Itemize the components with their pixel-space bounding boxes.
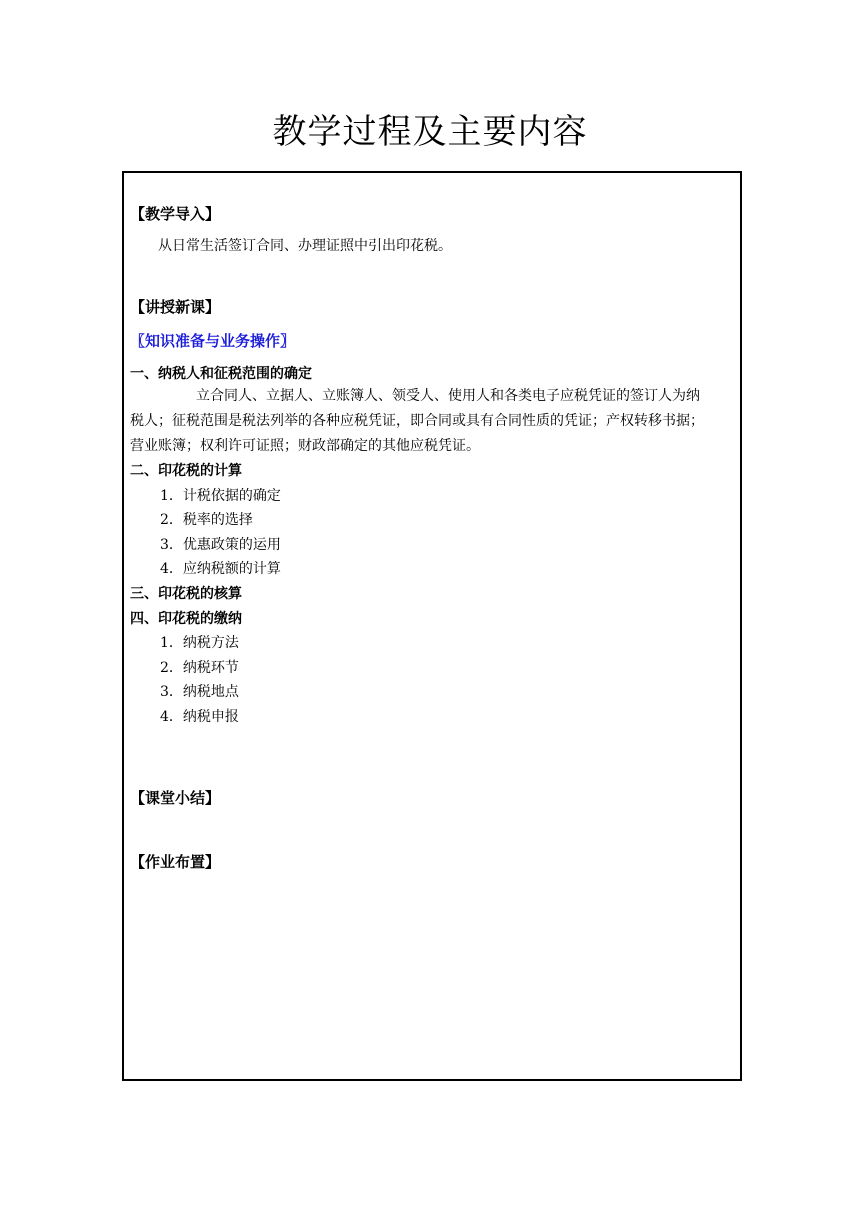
section4-list-item: 4．纳税申报 <box>160 709 239 725</box>
section4-list-item: 2．纳税环节 <box>160 660 239 676</box>
summary-heading: 【课堂小结】 <box>130 789 221 807</box>
section2-title: 二、印花税的计算 <box>130 463 242 479</box>
section2-list-item: 2．税率的选择 <box>160 512 253 528</box>
section2-list-item: 4．应纳税额的计算 <box>160 561 281 577</box>
intro-heading: 【教学导入】 <box>130 205 221 223</box>
section1-title: 一、纳税人和征税范围的确定 <box>130 366 312 382</box>
lecture-heading: 【讲授新课】 <box>130 298 221 316</box>
section3-title: 三、印花税的核算 <box>130 586 242 602</box>
section1-paragraph-line: 立合同人、立据人、立账簿人、领受人、使用人和各类电子应税凭证的签订人为纳 <box>196 388 700 404</box>
section2-list-item: 1．计税依据的确定 <box>160 488 281 504</box>
section1-paragraph-line: 营业账簿；权利许可证照；财政部确定的其他应税凭证。 <box>130 438 480 454</box>
homework-heading: 【作业布置】 <box>130 853 221 871</box>
section4-list-item: 3．纳税地点 <box>160 684 239 700</box>
section4-title: 四、印花税的缴纳 <box>130 611 242 627</box>
intro-text: 从日常生活签订合同、办理证照中引出印花税。 <box>158 238 452 254</box>
page-title: 教学过程及主要内容 <box>272 112 588 152</box>
section2-list-item: 3．优惠政策的运用 <box>160 537 281 553</box>
knowledge-heading: 〖知识准备与业务操作〗 <box>130 332 296 350</box>
section1-paragraph-line: 税人；征税范围是税法列举的各种应税凭证，即合同或具有合同性质的凭证；产权转移书据； <box>130 413 704 429</box>
section4-list-item: 1．纳税方法 <box>160 635 239 651</box>
